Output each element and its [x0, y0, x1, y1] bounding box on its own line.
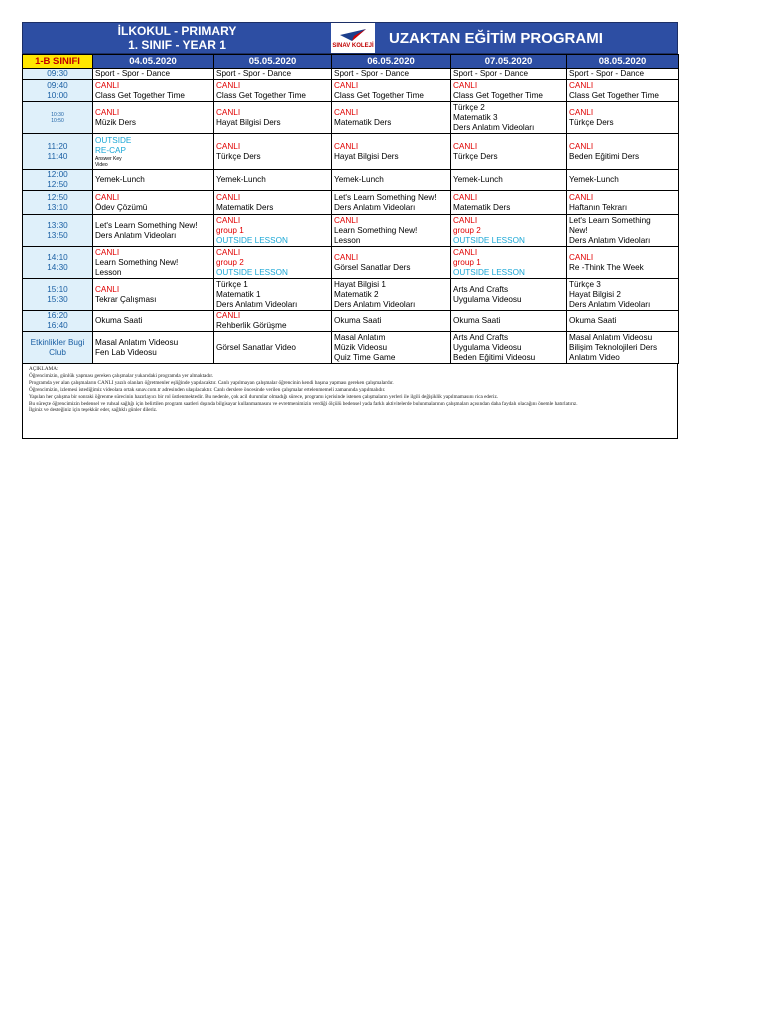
lesson-cell: [332, 311, 451, 332]
lesson-text: Fen Lab Videosu: [95, 347, 157, 357]
lesson-text: Tekrar Çalışması: [95, 294, 157, 304]
lesson-cell: [567, 134, 679, 170]
school-logo: [331, 23, 375, 53]
lesson-text: Matematik 2: [334, 289, 379, 299]
lesson-text: Sport - Spor - Dance: [569, 69, 645, 78]
schedule-sheet: [22, 22, 678, 439]
lesson-cell: [451, 80, 567, 102]
lesson-text: Let's Learn Something New!: [95, 220, 198, 230]
time-cell: [23, 170, 93, 191]
paper-plane-icon: [338, 27, 368, 43]
lesson-cell: [214, 247, 332, 279]
time-text: 10:50: [51, 117, 64, 124]
lesson-text: New!: [569, 225, 588, 235]
lesson-text: Re -Think The Week: [569, 262, 644, 272]
lesson-cell: [214, 134, 332, 170]
lesson-text: Hayat Bilgisi 2: [569, 289, 621, 299]
grade-label: 1. SINIF - YEAR 1: [128, 38, 226, 52]
lesson-text: CANLI: [216, 247, 241, 257]
time-text: 12:00: [47, 170, 68, 179]
lesson-cell: [567, 215, 679, 247]
lesson-text: CANLI: [569, 192, 594, 202]
lesson-text: Beden Eğitimi Ders: [569, 151, 640, 161]
lesson-text: CANLI: [569, 107, 594, 117]
time-cell: [23, 69, 93, 80]
date-cell: 06.05.2020: [332, 55, 451, 69]
lesson-text: CANLI: [334, 80, 359, 90]
lesson-text: CANLI: [453, 141, 478, 151]
time-text: 13:50: [47, 230, 68, 240]
lesson-cell: [93, 215, 214, 247]
lesson-cell: [451, 332, 567, 364]
time-text: Club: [49, 347, 66, 357]
note-line: Bu süreçte öğrencimizin bedensel ve ruhsal sağlığı için belirtilen program saatleri dışında bilgisayar kullanmamasını ve evretmenimizin verdiği ölçülü bedensel yada farklı aktivitelerde bulunmalarının çalışmaları açısından daha faydalı olacağını önemle hatırlatırız.: [29, 400, 578, 407]
time-text: 11:40: [47, 151, 68, 161]
lesson-cell: [214, 311, 332, 332]
time-cell: [23, 247, 93, 279]
lesson-text: Beden Eğitimi Videosu: [453, 352, 536, 362]
lesson-cell: [93, 80, 214, 102]
lesson-text: Okuma Saati: [334, 316, 382, 325]
lesson-text: CANLI: [453, 192, 478, 202]
note-line: Öğrencimizin, günlük yapması gereken çalışmalar yukarıdaki programda yer almaktadır.: [29, 372, 214, 379]
time-text: 11:20: [47, 141, 68, 151]
lesson-text: OUTSIDE: [95, 135, 132, 145]
lesson-text: Matematik Ders: [334, 117, 392, 127]
program-title: UZAKTAN EĞİTİM PROGRAMI: [389, 29, 603, 47]
lesson-text: Sport - Spor - Dance: [334, 69, 410, 78]
lesson-text: Class Get Together Time: [453, 90, 543, 100]
time-text: 16:20: [47, 311, 68, 320]
lesson-text: Learn Something New!: [95, 257, 179, 267]
lesson-text: CANLI: [334, 141, 359, 151]
lesson-text: Yemek-Lunch: [569, 175, 619, 184]
lesson-text: Haftanın Tekrarı: [569, 202, 628, 212]
lesson-cell: [451, 247, 567, 279]
time-text: 13:30: [47, 220, 68, 230]
lesson-cell: [214, 69, 332, 80]
lesson-text: Sport - Spor - Dance: [95, 69, 171, 78]
lesson-text: Video: [95, 161, 108, 168]
lesson-text: CANLI: [569, 80, 594, 90]
header-bar: [22, 22, 678, 54]
time-cell: [23, 191, 93, 215]
schedule-row: [23, 170, 679, 191]
schedule-row: [23, 311, 679, 332]
lesson-text: CANLI: [569, 252, 594, 262]
lesson-text: CANLI: [453, 80, 478, 90]
lesson-text: Yemek-Lunch: [334, 175, 384, 184]
lesson-cell: [93, 279, 214, 311]
lesson-text: CANLI: [95, 247, 120, 257]
lesson-cell: [567, 311, 679, 332]
lesson-text: Türkçe Ders: [453, 151, 498, 161]
lesson-text: Masal Anlatım: [334, 332, 386, 342]
lesson-text: Matematik Ders: [216, 202, 274, 212]
logo-text: SINAV KOLEJİ: [332, 42, 374, 49]
lesson-text: Masal Anlatım Videosu: [569, 332, 653, 342]
time-cell: [23, 215, 93, 247]
lesson-cell: [93, 191, 214, 215]
lesson-text: Answer Key: [95, 155, 122, 162]
lesson-cell: [332, 279, 451, 311]
lesson-cell: [93, 134, 214, 170]
lesson-text: Yemek-Lunch: [216, 175, 266, 184]
lesson-cell: [332, 134, 451, 170]
schedule-row: [23, 332, 679, 364]
lesson-text: CANLI: [334, 107, 359, 117]
lesson-text: Ders Anlatım Videoları: [569, 235, 651, 245]
time-text: Etkinlikler Bugi: [30, 337, 85, 347]
lesson-text: Lesson: [334, 235, 361, 245]
lesson-text: Görsel Sanatlar Ders: [334, 262, 411, 272]
date-cell: 07.05.2020: [451, 55, 567, 69]
schedule-row: [23, 247, 679, 279]
lesson-text: Anlatım Video: [569, 352, 620, 362]
lesson-text: Türkçe 2: [453, 102, 485, 112]
time-text: 15:10: [47, 284, 68, 294]
lesson-text: Türkçe Ders: [216, 151, 261, 161]
note-line: Programda yer alan çalışmaların CANLI yazılı olanları öğretmenler eşliğinde yapılacaktır. Canlı yapılmayan çalışmalar öğrencinin kendi başına yapması gereken çalışmalardır.: [29, 379, 394, 386]
lesson-text: Arts And Crafts: [453, 332, 509, 342]
lesson-text: CANLI: [95, 284, 120, 294]
lesson-text: Masal Anlatım Videosu: [95, 337, 179, 347]
lesson-text: group 2: [453, 225, 481, 235]
date-cell: 05.05.2020: [214, 55, 332, 69]
lesson-text: Lesson: [95, 267, 122, 277]
time-cell: [23, 80, 93, 102]
lesson-text: Rehberlik Görüşme: [216, 321, 287, 330]
lesson-text: Müzik Videosu: [334, 342, 388, 352]
lesson-text: Hayat Bilgisi Ders: [216, 117, 281, 127]
lesson-text: Class Get Together Time: [334, 90, 424, 100]
date-cell: 08.05.2020: [567, 55, 679, 69]
lesson-text: Matematik 1: [216, 289, 261, 299]
lesson-text: Okuma Saati: [569, 316, 617, 325]
class-label: 1-B SINIFI: [23, 55, 93, 69]
lesson-text: CANLI: [216, 311, 241, 320]
lesson-cell: [214, 191, 332, 215]
lesson-cell: [567, 191, 679, 215]
lesson-text: Hayat Bilgisi Ders: [334, 151, 399, 161]
lesson-cell: [93, 311, 214, 332]
time-cell: [23, 332, 93, 364]
schedule-row: [23, 80, 679, 102]
lesson-cell: [214, 332, 332, 364]
time-text: 12:50: [47, 192, 68, 202]
lesson-text: Learn Something New!: [334, 225, 418, 235]
lesson-text: Türkçe Ders: [569, 117, 614, 127]
note-line: Öğrencimizin, izlemesi istediğimiz videolara ortak sınav.com.tr adresinden ulaşılacaktır. Canlı derslere öncesinde verilen çalışmalar ertelenmemeli zamanında yapılmalıdır.: [29, 386, 386, 393]
lesson-cell: [451, 215, 567, 247]
notes-title: AÇIKLAMA:: [29, 366, 59, 372]
lesson-cell: [214, 279, 332, 311]
date-cell: 04.05.2020: [93, 55, 214, 69]
lesson-text: Ders Anlatım Videoları: [95, 230, 177, 240]
lesson-text: CANLI: [216, 215, 241, 225]
lesson-text: CANLI: [453, 215, 478, 225]
lesson-text: CANLI: [95, 107, 120, 117]
school-level: İLKOKUL - PRIMARY: [117, 24, 237, 38]
lesson-cell: [567, 80, 679, 102]
header-left: [23, 23, 331, 53]
time-cell: [23, 134, 93, 170]
lesson-cell: [214, 80, 332, 102]
lesson-text: OUTSIDE LESSON: [216, 235, 288, 245]
lesson-text: Türkçe 3: [569, 279, 601, 289]
lesson-text: Görsel Sanatlar Video: [216, 342, 296, 352]
lesson-cell: [451, 69, 567, 80]
lesson-text: CANLI: [216, 141, 241, 151]
time-text: 10:30: [51, 111, 64, 118]
notes-box: [22, 364, 678, 439]
lesson-text: CANLI: [216, 192, 241, 202]
schedule-row: [23, 69, 679, 80]
lesson-text: Matematik 3: [453, 112, 498, 122]
lesson-text: OUTSIDE LESSON: [453, 235, 525, 245]
lesson-cell: [451, 279, 567, 311]
lesson-text: Ders Anlatım Videoları: [216, 299, 298, 309]
lesson-cell: [332, 80, 451, 102]
lesson-cell: [93, 170, 214, 191]
time-text: 12:50: [47, 180, 68, 189]
time-cell: [23, 311, 93, 332]
lesson-text: Let's Learn Something New!: [334, 192, 437, 202]
lesson-cell: [451, 170, 567, 191]
lesson-text: Ders Anlatım Videoları: [453, 122, 535, 132]
lesson-cell: [567, 332, 679, 364]
lesson-text: CANLI: [334, 252, 359, 262]
lesson-cell: [451, 102, 567, 134]
time-text: 14:30: [47, 262, 68, 272]
lesson-text: Bilişim Teknolojileri Ders: [569, 342, 658, 352]
lesson-cell: [93, 102, 214, 134]
lesson-cell: [567, 170, 679, 191]
lesson-cell: [332, 332, 451, 364]
lesson-text: Ders Anlatım Videoları: [334, 299, 416, 309]
schedule-row: [23, 102, 679, 134]
lesson-cell: [332, 191, 451, 215]
lesson-cell: [451, 311, 567, 332]
lesson-cell: [214, 215, 332, 247]
lesson-text: group 1: [216, 225, 244, 235]
time-text: 10:00: [47, 90, 68, 100]
time-text: 14:10: [47, 252, 68, 262]
lesson-text: Yemek-Lunch: [95, 175, 145, 184]
lesson-cell: [93, 247, 214, 279]
lesson-text: Uygulama Videosu: [453, 294, 522, 304]
lesson-text: OUTSIDE LESSON: [453, 267, 525, 277]
lesson-text: Ders Anlatım Videoları: [334, 202, 416, 212]
time-text: 16:40: [47, 321, 68, 330]
schedule-row: [23, 279, 679, 311]
lesson-cell: [451, 191, 567, 215]
lesson-cell: [567, 247, 679, 279]
lesson-cell: [93, 332, 214, 364]
lesson-cell: [567, 279, 679, 311]
lesson-text: Müzik Ders: [95, 117, 136, 127]
lesson-text: Arts And Crafts: [453, 284, 509, 294]
lesson-cell: [332, 170, 451, 191]
lesson-text: Türkçe 1: [216, 279, 248, 289]
lesson-cell: [93, 69, 214, 80]
lesson-text: Ödev Çözümü: [95, 202, 148, 212]
lesson-text: Sport - Spor - Dance: [216, 69, 292, 78]
lesson-text: Class Get Together Time: [216, 90, 306, 100]
time-text: 09:30: [47, 69, 68, 78]
date-header-row: [23, 55, 679, 69]
lesson-text: CANLI: [95, 192, 120, 202]
lesson-text: Hayat Bilgisi 1: [334, 279, 386, 289]
schedule-table: [22, 54, 679, 364]
lesson-text: Class Get Together Time: [569, 90, 659, 100]
lesson-text: RE-CAP: [95, 145, 126, 155]
lesson-text: CANLI: [216, 107, 241, 117]
lesson-cell: [451, 134, 567, 170]
lesson-cell: [214, 102, 332, 134]
lesson-text: OUTSIDE LESSON: [216, 267, 288, 277]
lesson-text: Yemek-Lunch: [453, 175, 503, 184]
note-line: Yapılan her çalışma bir sonraki öğrenme sürecinin hazırlayıcı bir rol üstlenmektedir. Bu nedenle, çok acil durumlar olmadığı sürece, programı içerisinde istenen çalışmaların yerleri ile ilgili değişiklik yapılmamasını rica ederiz.: [29, 393, 499, 400]
lesson-text: CANLI: [95, 80, 120, 90]
time-cell: [23, 279, 93, 311]
lesson-text: CANLI: [453, 247, 478, 257]
lesson-text: CANLI: [334, 215, 359, 225]
lesson-cell: [567, 102, 679, 134]
lesson-text: Uygulama Videosu: [453, 342, 522, 352]
lesson-text: group 1: [453, 257, 481, 267]
time-text: 09:40: [47, 80, 68, 90]
lesson-text: group 2: [216, 257, 244, 267]
lesson-text: CANLI: [216, 80, 241, 90]
note-line: İlginiz ve desteğiniz için teşekkür eder, sağlıklı günler dileriz.: [29, 407, 158, 414]
lesson-cell: [332, 69, 451, 80]
lesson-cell: [214, 170, 332, 191]
lesson-text: Okuma Saati: [95, 316, 143, 325]
lesson-text: Okuma Saati: [453, 316, 501, 325]
time-cell: [23, 102, 93, 134]
time-text: 15:30: [47, 294, 68, 304]
lesson-cell: [567, 69, 679, 80]
lesson-cell: [332, 102, 451, 134]
lesson-cell: [332, 215, 451, 247]
time-text: 13:10: [47, 202, 68, 212]
lesson-text: Ders Anlatım Videoları: [569, 299, 651, 309]
lesson-text: Sport - Spor - Dance: [453, 69, 529, 78]
schedule-row: [23, 215, 679, 247]
lesson-text: Matematik Ders: [453, 202, 511, 212]
lesson-text: CANLI: [569, 141, 594, 151]
lesson-cell: [332, 247, 451, 279]
lesson-text: Let's Learn Something: [569, 215, 651, 225]
lesson-text: Class Get Together Time: [95, 90, 185, 100]
schedule-row: [23, 134, 679, 170]
lesson-text: Quiz Time Game: [334, 352, 396, 362]
schedule-row: [23, 191, 679, 215]
